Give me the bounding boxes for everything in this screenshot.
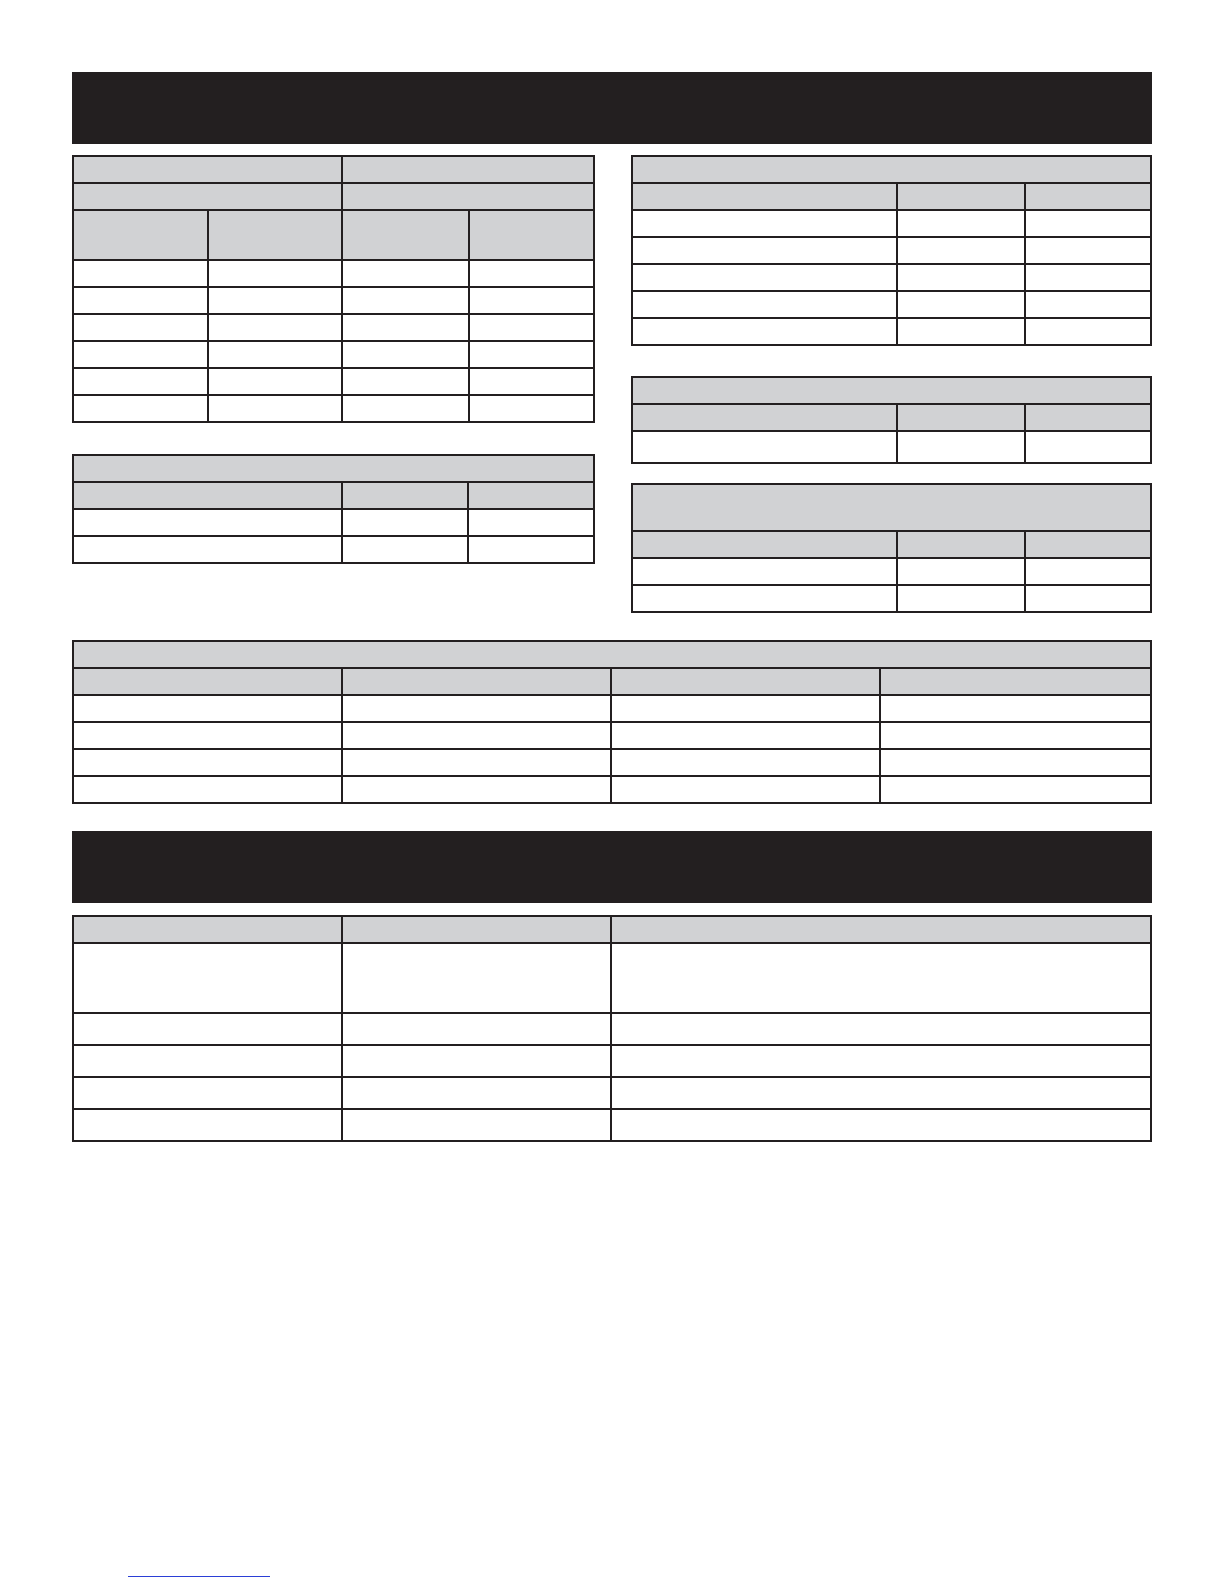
table-row	[632, 558, 1151, 585]
column-header	[342, 210, 468, 260]
table-row	[73, 395, 594, 422]
column-header	[897, 404, 1025, 431]
column-header	[468, 482, 594, 509]
table-row	[73, 509, 594, 536]
table-top-right	[631, 155, 1152, 346]
table-row	[632, 318, 1151, 345]
column-header	[73, 916, 342, 943]
table-row	[73, 341, 594, 368]
table-row	[73, 722, 1151, 749]
table-row	[73, 536, 594, 563]
table-row	[73, 776, 1151, 803]
column-header	[73, 210, 208, 260]
table-row	[73, 368, 594, 395]
table-header-cell	[73, 156, 342, 183]
column-header	[611, 916, 1151, 943]
table-title	[73, 455, 594, 482]
column-header	[342, 482, 468, 509]
column-header	[611, 668, 880, 695]
column-header	[342, 916, 611, 943]
table-row	[632, 264, 1151, 291]
table-row	[632, 237, 1151, 264]
table-row	[73, 287, 594, 314]
column-header	[632, 183, 897, 210]
table-row	[73, 1077, 1151, 1109]
column-header	[880, 668, 1151, 695]
column-header	[73, 482, 342, 509]
column-header	[897, 531, 1025, 558]
table-lower-right	[631, 483, 1152, 613]
table-row	[73, 943, 1151, 1013]
column-header	[897, 183, 1025, 210]
table-row	[73, 260, 594, 287]
table-row	[73, 314, 594, 341]
table-row	[73, 1109, 1151, 1141]
column-header	[469, 210, 594, 260]
table-row	[73, 749, 1151, 776]
section-banner-bottom	[72, 831, 1152, 903]
table-row	[73, 1013, 1151, 1045]
table-row	[632, 210, 1151, 237]
table-row	[73, 695, 1151, 722]
table-row	[632, 585, 1151, 612]
column-header	[73, 668, 342, 695]
table-title	[632, 377, 1151, 404]
table-title	[632, 484, 1151, 531]
table-bottom	[72, 915, 1152, 1142]
column-header	[632, 404, 897, 431]
column-header	[1025, 531, 1151, 558]
table-row	[632, 431, 1151, 463]
column-header	[1025, 183, 1151, 210]
table-mid-right	[631, 376, 1152, 464]
table-header-cell	[342, 156, 594, 183]
column-header	[1025, 404, 1151, 431]
table-header-cell	[342, 183, 594, 210]
table-title	[632, 156, 1151, 183]
section-banner-top	[72, 72, 1152, 144]
column-header	[632, 531, 897, 558]
footer-link[interactable]	[128, 1575, 270, 1577]
table-mid-left	[72, 454, 595, 564]
table-title	[73, 641, 1151, 668]
table-header-cell	[73, 183, 342, 210]
table-row	[632, 291, 1151, 318]
column-header	[342, 668, 611, 695]
table-row	[73, 1045, 1151, 1077]
table-full-width	[72, 640, 1152, 804]
column-header	[208, 210, 343, 260]
table-top-left	[72, 155, 595, 423]
